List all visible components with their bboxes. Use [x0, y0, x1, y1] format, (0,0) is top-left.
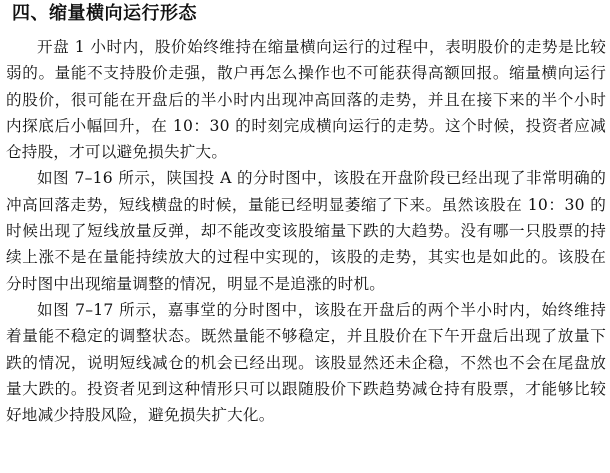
section-heading: 四、缩量横向运行形态 — [12, 3, 197, 24]
document-page — [6, 0, 606, 428]
paragraph-1: 开盘 1 小时内，股价始终维持在缩量横向运行的过程中，表明股价的走势是比较弱的。量能不支持股价走强，散户再怎么操作也不可能获得高额回报。缩量横向运行的股价，很可能在开盘后的半小时内出现冲高回落的走势，并且在接下来的半个小时内探底后小幅回升，在 10：30 的时刻完成横向运行的走势。这个时候，投资者应减仓持股，才可以避免损失扩大。 — [6, 38, 606, 162]
paragraph-3: 如图 7–17 所示，嘉事堂的分时图中，该股在开盘后的两个半小时内，始终维持着量能不稳定的调整状态。既然量能不够稳定，并且股价在下午开盘后出现了放量下跌的情况，说明短线减仓的机会已经出现。该股显然还未企稳，不然也不会在尾盘放量大跌的。投资者见到这种情形只可以跟随股价下跌趋势减仓持有股票，才能够比较好地减少持股风险，避免损失扩大化。 — [6, 300, 606, 425]
paragraph-2: 如图 7–16 所示，陕国投 A 的分时图中，该股在开盘阶段已经出现了非常明确的冲高回落走势，短线横盘的时候，量能已经明显萎缩了下来。虽然该股在 10：30 的时候出现了短线放量反弹，却不能改变该股缩量下跌的大趋势。没有哪一只股票的持续上涨不是在量能持续放大的过程中实现的，该股的走势，其实也是如此的。该股在分时图中出现缩量调整的情况，明显不是追涨的时机。 — [6, 169, 606, 293]
